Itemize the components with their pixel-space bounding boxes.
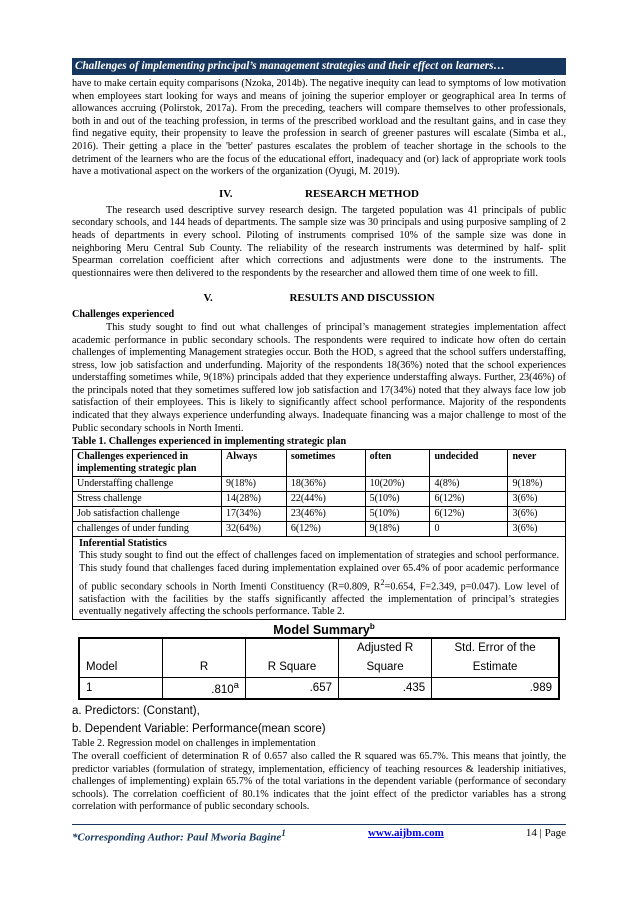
spss-cell: 1: [79, 677, 163, 699]
model-summary-title: [72, 620, 566, 637]
table-row: [73, 506, 566, 521]
table-header-cell: sometimes: [286, 449, 365, 476]
table-cell: 6(12%): [430, 506, 508, 521]
section-title: RESULTS AND DISCUSSION: [289, 292, 435, 305]
table-cell: 9(18%): [365, 521, 430, 536]
method-paragraph: The research used descriptive survey research design. The targeted population was 41 principals of public secondary schools, and 144 heads of departments. The sample size was 30 principals and using purposive sampling of 2 heads of departments in every school. Piloting of instruments comprised 10% of the sample size was done in neighboring Meru Central Sub County. The reliability of the research instruments was determined by half- split Spearman correlation coefficient after which corrections and adjustments were done to the instruments. The questionnaires were then delivered to the respondents by the researcher and allowed them time of one week to fill.: [72, 204, 566, 279]
spss-header-cell: [246, 638, 339, 658]
section-title: RESEARCH METHOD: [305, 187, 419, 200]
spss-header-cell: R: [163, 658, 246, 678]
table-header-cell: Always: [222, 449, 287, 476]
spss-header-cell: [79, 638, 163, 658]
model-summary-title-text: Model Summary: [273, 622, 370, 637]
table-header-cell: undecided: [430, 449, 508, 476]
spss-header-row: [79, 658, 559, 678]
table-cell: 6(12%): [430, 491, 508, 506]
spss-cell: .435: [339, 677, 432, 699]
table-cell: 5(10%): [365, 491, 430, 506]
inferential-text-b: =0.654, F=2.349, p=0.047). Low level of satisfaction with the facilities by the staffs significantly affected the implementation of principal’s strategies eventually negatively affecting the schools performance. Table 2.: [79, 581, 559, 618]
section-heading-research-method: [72, 188, 566, 201]
challenges-table: [72, 449, 566, 537]
section-number: IV.: [219, 187, 233, 200]
table-cell: 9(18%): [508, 476, 566, 491]
model-summary-table: [78, 637, 560, 700]
spss-cell: .657: [246, 677, 339, 699]
challenges-paragraph: This study sought to find out what challenges of principal’s management strategies implementation affect academic performance in public secondary schools. The respondents were required to indicate how often do certain challenges of implementing Management strategies occur. Both the HOD, s agreed that the school suffers understaffing, stress, low job satisfaction and underfunding. Majority of the respondents 18(36%) noted that the school experiences understaffing sometimes while, 9(18%) principals added that they experience understaffing always. Further, 23(46%) of the principals noted that they sometimes suffered low job satisfaction and 17(34%) noted that they always face low job satisfaction of their employees. This is likely to significantly affect school performance. Majority of the respondents indicated that they always experience underfunding always. Inadequate financing was a major challenge to most of the Public secondary schools in North Imenti.: [72, 321, 566, 434]
table-row: [73, 521, 566, 536]
table-cell: Understaffing challenge: [73, 476, 222, 491]
table-cell: 4(8%): [430, 476, 508, 491]
table-cell: 0: [430, 521, 508, 536]
table-cell: 23(46%): [286, 506, 365, 521]
table-row: [73, 476, 566, 491]
table-cell: Stress challenge: [73, 491, 222, 506]
inferential-box: [72, 537, 566, 620]
superscript: 1: [281, 828, 286, 838]
table-header-cell: never: [508, 449, 566, 476]
table-cell: 6(12%): [286, 521, 365, 536]
spss-header-cell: Std. Error of the: [432, 638, 559, 658]
spss-header-cell: Square: [339, 658, 432, 678]
page-content: [72, 58, 566, 814]
superscript: b: [369, 621, 375, 631]
spss-note-b: b. Dependent Variable: Performance(mean score): [72, 723, 326, 736]
spss-header-cell: [163, 638, 246, 658]
table-cell: 9(18%): [222, 476, 287, 491]
spss-note-a: a. Predictors: (Constant),: [72, 705, 200, 718]
table-header-cell: often: [365, 449, 430, 476]
spss-header-cell: Estimate: [432, 658, 559, 678]
regression-paragraph: The overall coefficient of determination R of 0.657 also called the R squared was 65.7%. This means that jointly, the predictor variables (formulation of strategy, implementation, efficiency of teaching resources & leadership initiatives, challenges of implementing) explain 65.7% of the total variations in the dependent variable (performance of secondary schools). The correlation coefficient of 80.1% indicates that the joint effect of the predictor variables has a strong correlation with performance of public secondary schools.: [72, 750, 566, 813]
spss-cell-value: .810: [211, 683, 234, 696]
table-row: [73, 491, 566, 506]
running-header: Challenges of implementing principal’s management strategies and their effect on learners…: [72, 58, 566, 75]
superscript: a: [233, 679, 239, 691]
table-cell: 18(36%): [286, 476, 365, 491]
table1-caption: Table 1. Challenges experienced in implementing strategic plan: [72, 436, 347, 448]
table-cell: 17(34%): [222, 506, 287, 521]
table-cell: 14(28%): [222, 491, 287, 506]
footer-author: [72, 827, 286, 844]
spss-header-cell: R Square: [246, 658, 339, 678]
table-header-cell: Challenges experienced in implementing strategic plan: [73, 449, 222, 476]
spss-header-cell: Model: [79, 658, 163, 678]
table-cell: challenges of under funding: [73, 521, 222, 536]
table-header-row: [73, 449, 566, 476]
table-cell: Job satisfaction challenge: [73, 506, 222, 521]
table-cell: 3(6%): [508, 491, 566, 506]
spss-cell: [163, 677, 246, 699]
table-row: [79, 677, 559, 699]
subheading-inferential: Inferential Statistics: [79, 537, 167, 549]
subheading-challenges: Challenges experienced: [72, 309, 175, 321]
spss-cell: .989: [432, 677, 559, 699]
table-cell: 3(6%): [508, 521, 566, 536]
footer-page-number: 14 | Page: [525, 827, 566, 839]
table-cell: 5(10%): [365, 506, 430, 521]
intro-paragraph: have to make certain equity comparisons (Nzoka, 2014b). The negative inequity can lead to symptoms of low motivation when employees start looking for ways and means of joining the superior employer or geographical area In terms of allowances accruing (Polirstok, 2017a). From the preceding, teachers will compare themselves to other professionals, both in and out of the teaching profession, in terms of the prescribed workload and the resultant gains, and in case they find negative equity, their propensity to leave the profession in search of greener pastures will escalate (Simba et al., 2016). Their getting a place in the 'better' pastures escalates the problem of teacher shortage in the schools to the detriment of the learners who are the focus of the educational effort, inadequacy and (or) lack of appropriate work tools have a motivational aspect on the workers of the organization (Oyugi, M. 2019).: [72, 78, 566, 178]
spss-header-row: [79, 638, 559, 658]
table2-caption: Table 2. Regression model on challenges in implementation: [72, 738, 316, 750]
footer-author-text: *Corresponding Author: Paul Mworia Bagine: [72, 831, 282, 844]
footer-website-link[interactable]: www.aijbm.com: [367, 827, 444, 839]
section-number: V.: [203, 292, 213, 305]
table-cell: 3(6%): [508, 506, 566, 521]
table-cell: 22(44%): [286, 491, 365, 506]
table-cell: 10(20%): [365, 476, 430, 491]
table-cell: 32(64%): [222, 521, 287, 536]
page-footer: [72, 824, 566, 844]
inferential-text-a: This study sought to find out the effect of challenges faced on implementation of strategies and school performance. This study found that challenges faced during implementation explained over 65.4% of poor academic performance of public secondary schools in North Imenti Constituency (R=0.809, R: [79, 550, 559, 593]
spss-header-cell: Adjusted R: [339, 638, 432, 658]
inferential-paragraph: [79, 550, 559, 618]
section-heading-results: [72, 292, 566, 305]
superscript: 2: [380, 576, 385, 587]
